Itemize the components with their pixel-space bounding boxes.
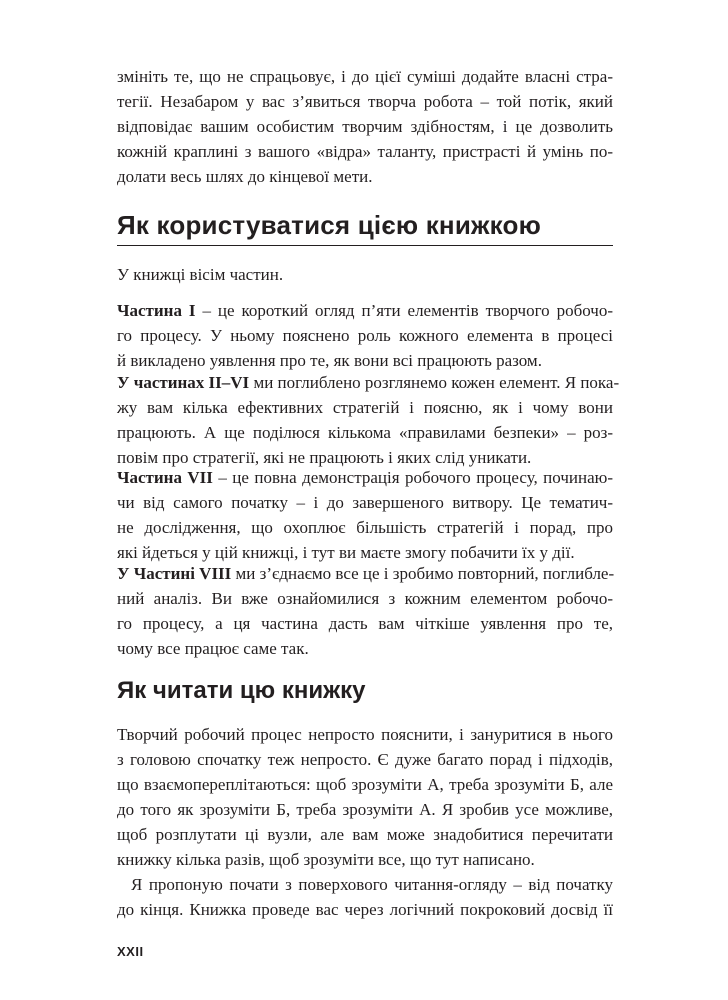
text-line: не дослідження, що охоплює більшість стратегій і порад, про [117, 518, 613, 537]
text-line: тегії. Незабаром у вас з’явиться творча робота – той потік, який [117, 92, 613, 111]
part-1-paragraph [117, 298, 613, 373]
text-line: щоб розплутати ці вузли, але вам може знадобитися перечитати [117, 825, 613, 844]
text-line: чи від самого початку – і до завершеного витвору. Це тематич- [117, 493, 613, 512]
text-line: У частинах II–VI ми поглиблено розглянемо кожен елемент. Я пока- [117, 373, 620, 392]
text-line: го процесу. У ньому пояснено роль кожного елемента в процесі [117, 326, 613, 345]
text-line: У Частині VIII ми з’єднаємо все це і зробимо повторний, поглибле- [117, 564, 615, 583]
section-heading-how-to-use: Як користуватися цією книжкою [117, 210, 541, 240]
text-line: кожній краплині з вашого «відра» таланту, пристрасті й умінь по- [117, 142, 613, 161]
text-line: Частина VII – це повна демонстрація робочого процесу, починаю- [117, 468, 613, 487]
text-line: які йдеться у цій книжці, і тут ви маєте змогу побачити їх у дії. [117, 543, 575, 562]
text-line: з головою спочатку теж непросто. Є дуже багато порад і підходів, [117, 750, 613, 769]
text-line: й викладено уявлення про те, як вони всі працюють разом. [117, 351, 542, 370]
part-8-paragraph [117, 561, 613, 661]
text-line: го процесу, а ця частина дасть вам чіткіше уявлення про те, [117, 614, 613, 633]
text-line: повім про стратегії, які не працюють і яких слід уникати. [117, 448, 532, 467]
heading-rule [117, 245, 613, 246]
part-label: Частина I [117, 301, 196, 320]
text-line: до кінця. Книжка проведе вас через логічний покроковий досвід її [117, 900, 613, 919]
part-label: У Частині VIII [117, 564, 232, 583]
text-line: що взаємопереплітаються: щоб зрозуміти А, треба зрозуміти Б, але [117, 775, 613, 794]
intro-paragraph [117, 64, 613, 189]
part-label: У частинах II–VI [117, 373, 250, 392]
parts-2-6-paragraph [117, 370, 620, 470]
text-line: долати весь шлях до кінцевої мети. [117, 167, 373, 186]
text-line: книжку кілька разів, щоб зрозуміти все, що тут написано. [117, 850, 535, 869]
how-to-read-paragraph-2 [117, 872, 613, 922]
text-line: змініть те, що не спрацьовує, і до цієї суміші додайте власні стра- [117, 67, 613, 86]
text-line: ний аналіз. Ви вже ознайомилися з кожним елементом робочо- [117, 589, 613, 608]
text-line: до того як зрозуміти Б, треба зрозуміти А. Я зробив усе можливе, [117, 800, 613, 819]
section-heading-how-to-read: Як читати цю книжку [117, 677, 366, 704]
text-line: Я пропоную почати з поверхового читання-огляду – від початку [131, 875, 613, 894]
parts-count-paragraph [117, 262, 613, 287]
text-line: чому все працює саме так. [117, 639, 309, 658]
how-to-read-paragraph-1 [117, 722, 613, 872]
text-line: Частина I – це короткий огляд п’яти елементів творчого робочо- [117, 301, 614, 320]
text-line: жу вам кілька ефективних стратегій і поясню, як і чому вони [117, 398, 613, 417]
part-7-paragraph [117, 465, 613, 565]
text-line: відповідає вашим особистим творчим здібностям, і це дозволить [117, 117, 613, 136]
text-line: Творчий робочий процес непросто пояснити, і зануритися в нього [117, 725, 613, 744]
part-label: Частина VII [117, 468, 213, 487]
text-line: У книжці вісім частин. [117, 265, 284, 284]
page-number: XXII [117, 944, 144, 959]
text-line: працюють. А ще поділюся кількома «правилами безпеки» – роз- [117, 423, 613, 442]
